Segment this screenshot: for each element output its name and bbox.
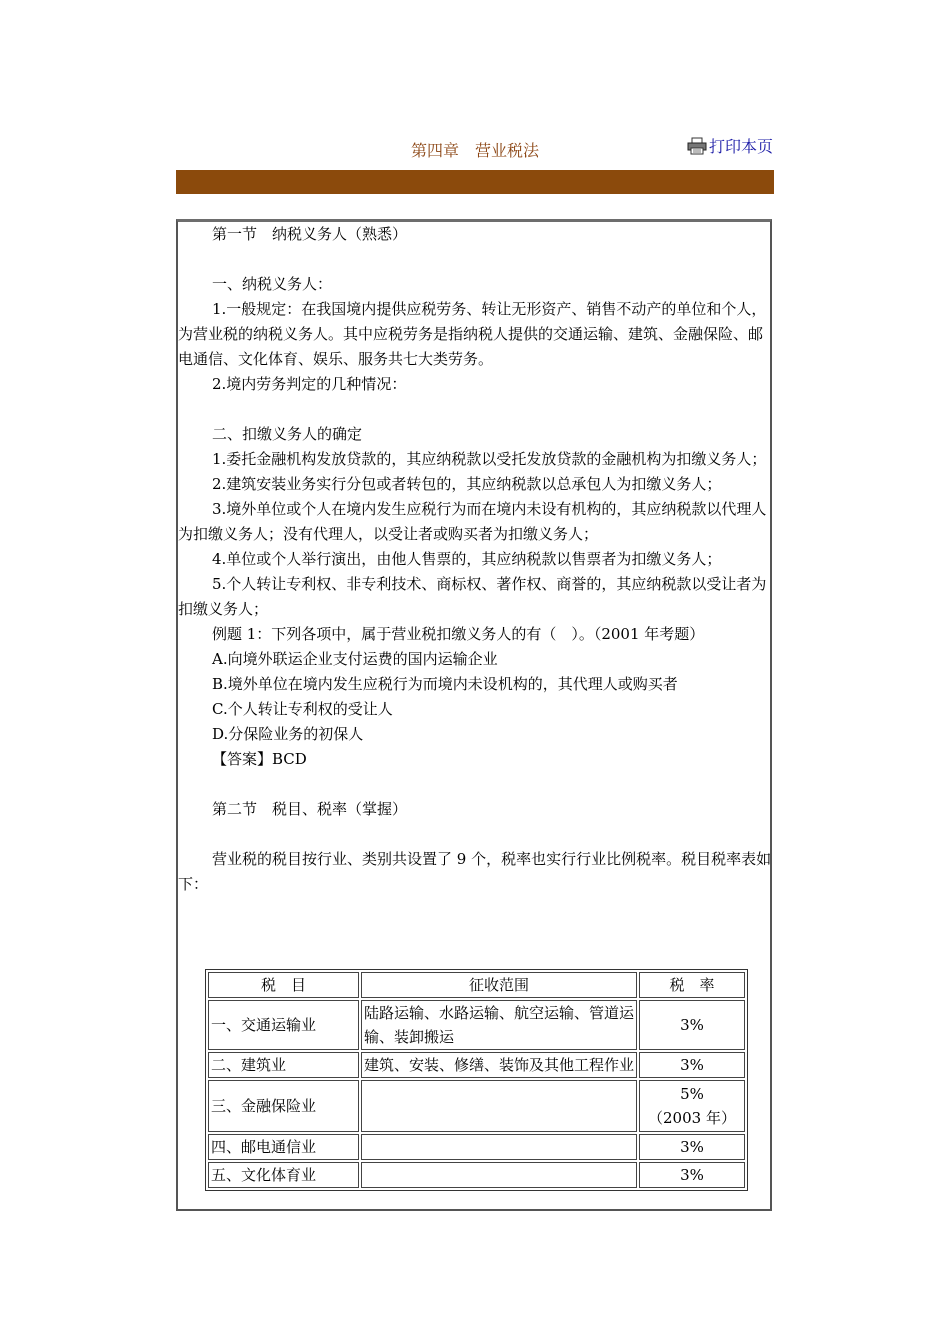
option-d: D.分保险业务的初保人	[212, 725, 364, 743]
column-header: 税 率	[639, 972, 745, 998]
tax-rate-cell	[639, 1080, 745, 1132]
tax-scope	[361, 1134, 637, 1160]
paragraph: 一、纳税义务人：	[212, 275, 333, 293]
paragraph: 1.委托金融机构发放贷款的，其应纳税款以受托发放贷款的金融机构为扣缴义务人；	[212, 450, 767, 468]
paragraph: 2.境内劳务判定的几种情况：	[212, 375, 407, 393]
example-question: 例题 1：下列各项中，属于营业税扣缴义务人的有（ ）。（2001 年考题）	[212, 625, 705, 643]
paragraph: 4.单位或个人举行演出，由他人售票的，其应纳税款以售票者为扣缴义务人；	[212, 550, 722, 568]
chapter-title: 第四章 营业税法	[410, 141, 539, 160]
table-header-row	[208, 972, 745, 998]
table-row	[208, 1052, 745, 1078]
header-bar	[176, 170, 774, 194]
answer: 【答案】BCD	[212, 750, 307, 768]
tax-rate-table	[205, 969, 748, 1191]
tax-item: 一、交通运输业	[208, 1000, 359, 1050]
section-title: 第一节 纳税义务人（熟悉）	[212, 225, 408, 243]
paragraph: 1.一般规定：在我国境内提供应税劳务、转让无形资产、销售不动产的单位和个人，为营业税的纳税义务人。其中应税劳务是指纳税人提供的交通运输、建筑、金融保险、邮电通信、文化体育、娱乐、服务共七大类劳务。	[178, 300, 767, 368]
tax-scope	[361, 1080, 637, 1132]
tax-item: 五、文化体育业	[208, 1162, 359, 1188]
table-row	[208, 1134, 745, 1160]
tax-rate: 5%	[680, 1085, 704, 1103]
tax-rate: 3%	[639, 1052, 745, 1078]
table-row	[208, 1080, 745, 1132]
main-content	[178, 222, 772, 897]
tax-scope: 建筑、安装、修缮、装饰及其他工程作业	[361, 1052, 637, 1078]
paragraph: 二、扣缴义务人的确定	[212, 425, 363, 443]
tax-item: 二、建筑业	[208, 1052, 359, 1078]
paragraph: 3.境外单位或个人在境内发生应税行为而在境内未设有机构的，其应纳税款以代理人为扣缴义务人；没有代理人，以受让者或购买者为扣缴义务人；	[178, 500, 767, 543]
paragraph: 5.个人转让专利权、非专利技术、商标权、著作权、商誉的，其应纳税款以受让者为扣缴义务人；	[178, 575, 767, 618]
paragraph: 2.建筑安装业务实行分包或者转包的，其应纳税款以总承包人为扣缴义务人；	[212, 475, 722, 493]
table-row	[208, 1000, 745, 1050]
tax-rate: 3%	[639, 1000, 745, 1050]
print-page-link[interactable]	[687, 134, 773, 157]
tax-scope: 陆路运输、水路运输、航空运输、管道运输、装卸搬运	[361, 1000, 637, 1050]
tax-rate-note: （2003 年）	[648, 1109, 736, 1127]
tax-item: 三、金融保险业	[208, 1080, 359, 1132]
table-row	[208, 1162, 745, 1188]
paragraph: 营业税的税目按行业、类别共设置了 9 个，税率也实行行业比例税率。税目税率表如下：	[178, 850, 772, 893]
print-label[interactable]: 打印本页	[709, 137, 774, 156]
option-c: C.个人转让专利权的受让人	[212, 700, 393, 718]
tax-rate: 3%	[639, 1134, 745, 1160]
option-a: A.向境外联运企业支付运费的国内运输企业	[212, 650, 498, 668]
tax-rate: 3%	[639, 1162, 745, 1188]
tax-scope	[361, 1162, 637, 1188]
column-header: 征收范围	[361, 972, 637, 998]
option-b: B.境外单位在境内发生应税行为而境内未设机构的，其代理人或购买者	[212, 675, 678, 693]
tax-item: 四、邮电通信业	[208, 1134, 359, 1160]
printer-icon	[687, 137, 707, 155]
section-title: 第二节 税目、税率（掌握）	[212, 800, 408, 818]
column-header: 税 目	[208, 972, 359, 998]
